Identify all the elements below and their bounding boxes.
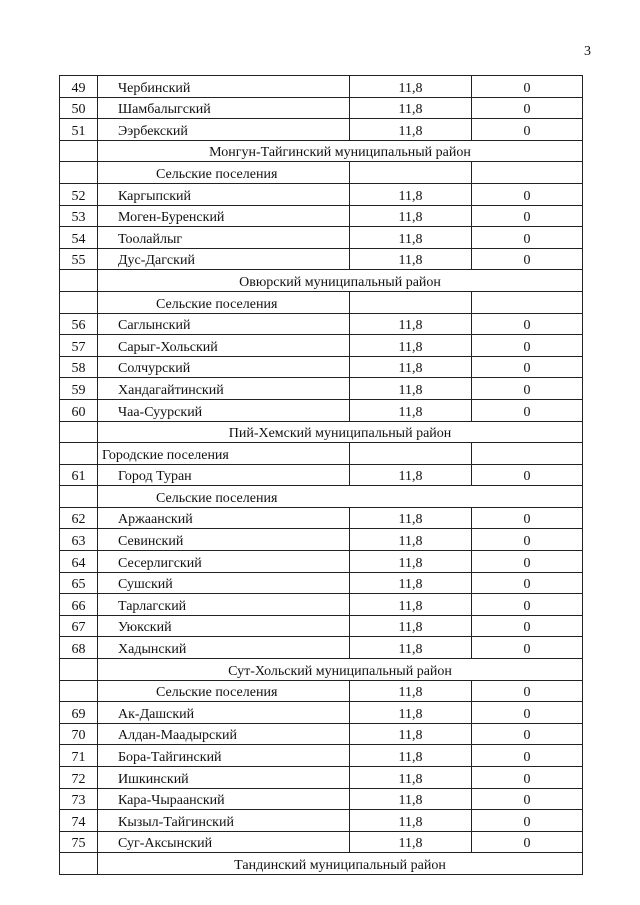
section-title: Городские поселения — [98, 443, 350, 465]
row-number: 51 — [60, 119, 98, 141]
section-header-row — [60, 443, 583, 465]
rate-value: 11,8 — [350, 572, 472, 594]
rate-value — [350, 291, 472, 313]
second-value: 0 — [472, 529, 583, 551]
row-number: 59 — [60, 378, 98, 400]
table-row — [60, 313, 583, 335]
row-number: 53 — [60, 205, 98, 227]
table-row — [60, 637, 583, 659]
district-title: Сут-Хольский муниципальный район — [98, 659, 583, 681]
settlement-name: Моген-Буренский — [98, 205, 350, 227]
second-value: 0 — [472, 680, 583, 702]
rate-value: 11,8 — [350, 810, 472, 832]
table-row — [60, 183, 583, 205]
second-value: 0 — [472, 745, 583, 767]
rate-value: 11,8 — [350, 76, 472, 98]
row-number: 50 — [60, 97, 98, 119]
table-row — [60, 119, 583, 141]
row-number: 54 — [60, 227, 98, 249]
second-value: 0 — [472, 788, 583, 810]
table-row — [60, 767, 583, 789]
second-value: 0 — [472, 378, 583, 400]
district-header-row — [60, 853, 583, 875]
second-value: 0 — [472, 615, 583, 637]
settlement-name: Тоолайлыг — [98, 227, 350, 249]
second-value: 0 — [472, 767, 583, 789]
second-value — [472, 162, 583, 184]
row-number: 72 — [60, 767, 98, 789]
row-number: 66 — [60, 594, 98, 616]
row-number: 63 — [60, 529, 98, 551]
district-header-row — [60, 659, 583, 681]
row-number-empty — [60, 659, 98, 681]
rate-value: 11,8 — [350, 97, 472, 119]
table-row — [60, 464, 583, 486]
table-row — [60, 529, 583, 551]
second-value: 0 — [472, 76, 583, 98]
second-value: 0 — [472, 227, 583, 249]
row-number: 52 — [60, 183, 98, 205]
settlement-name: Чербинский — [98, 76, 350, 98]
settlement-name: Кара-Чыраанский — [98, 788, 350, 810]
row-number: 55 — [60, 248, 98, 270]
row-number: 69 — [60, 702, 98, 724]
second-value: 0 — [472, 399, 583, 421]
table-row — [60, 227, 583, 249]
row-number: 62 — [60, 507, 98, 529]
table-row — [60, 551, 583, 573]
row-number-empty — [60, 162, 98, 184]
section-title: Сельские поселения — [98, 486, 583, 508]
second-value: 0 — [472, 572, 583, 594]
settlement-name: Чаа-Суурский — [98, 399, 350, 421]
settlement-name: Сарыг-Хольский — [98, 335, 350, 357]
district-title: Пий-Хемский муниципальный район — [98, 421, 583, 443]
row-number-empty — [60, 270, 98, 292]
district-title: Тандинский муниципальный район — [98, 853, 583, 875]
second-value: 0 — [472, 810, 583, 832]
row-number: 71 — [60, 745, 98, 767]
row-number: 56 — [60, 313, 98, 335]
row-number: 64 — [60, 551, 98, 573]
row-number-empty — [60, 421, 98, 443]
row-number: 74 — [60, 810, 98, 832]
settlement-name: Тарлагский — [98, 594, 350, 616]
rate-value: 11,8 — [350, 551, 472, 573]
rate-value: 11,8 — [350, 788, 472, 810]
rate-value: 11,8 — [350, 183, 472, 205]
settlement-name: Саглынский — [98, 313, 350, 335]
rate-value: 11,8 — [350, 529, 472, 551]
table-row — [60, 76, 583, 98]
settlement-name: Ак-Дашский — [98, 702, 350, 724]
section-header-row — [60, 486, 583, 508]
district-header-row — [60, 421, 583, 443]
district-title: Овюрский муниципальный район — [98, 270, 583, 292]
rate-value: 11,8 — [350, 313, 472, 335]
rate-value: 11,8 — [350, 119, 472, 141]
table-row — [60, 702, 583, 724]
rate-value: 11,8 — [350, 335, 472, 357]
rate-value — [350, 162, 472, 184]
row-number: 70 — [60, 723, 98, 745]
row-number-empty — [60, 853, 98, 875]
settlement-name: Каргыпский — [98, 183, 350, 205]
row-number-empty — [60, 680, 98, 702]
rate-value: 11,8 — [350, 507, 472, 529]
table-row — [60, 615, 583, 637]
rate-value: 11,8 — [350, 745, 472, 767]
rate-value: 11,8 — [350, 615, 472, 637]
district-header-row — [60, 270, 583, 292]
settlement-name: Севинский — [98, 529, 350, 551]
table-row — [60, 205, 583, 227]
second-value: 0 — [472, 335, 583, 357]
row-number: 65 — [60, 572, 98, 594]
settlement-name: Дус-Дагский — [98, 248, 350, 270]
page-number: 3 — [584, 44, 591, 59]
row-number: 60 — [60, 399, 98, 421]
row-number: 61 — [60, 464, 98, 486]
table-row — [60, 788, 583, 810]
table-row — [60, 572, 583, 594]
row-number: 67 — [60, 615, 98, 637]
table-row — [60, 335, 583, 357]
table-row — [60, 831, 583, 853]
settlement-name: Алдан-Маадырский — [98, 723, 350, 745]
section-header-row — [60, 291, 583, 313]
table-row — [60, 378, 583, 400]
second-value: 0 — [472, 97, 583, 119]
table-row — [60, 356, 583, 378]
district-title: Монгун-Тайгинский муниципальный район — [98, 140, 583, 162]
table-row — [60, 810, 583, 832]
section-title: Сельские поселения — [98, 680, 350, 702]
row-number: 68 — [60, 637, 98, 659]
rate-value: 11,8 — [350, 767, 472, 789]
row-number: 73 — [60, 788, 98, 810]
second-value: 0 — [472, 637, 583, 659]
table-row — [60, 507, 583, 529]
second-value: 0 — [472, 119, 583, 141]
row-number: 49 — [60, 76, 98, 98]
rate-value: 11,8 — [350, 205, 472, 227]
section-title: Сельские поселения — [98, 162, 350, 184]
table-row — [60, 399, 583, 421]
district-header-row — [60, 140, 583, 162]
settlement-name: Хандагайтинский — [98, 378, 350, 400]
rate-value: 11,8 — [350, 399, 472, 421]
section-header-row — [60, 162, 583, 184]
second-value: 0 — [472, 313, 583, 335]
second-value: 0 — [472, 594, 583, 616]
settlement-name: Хадынский — [98, 637, 350, 659]
second-value: 0 — [472, 702, 583, 724]
settlement-name: Шамбалыгский — [98, 97, 350, 119]
table-row — [60, 594, 583, 616]
second-value: 0 — [472, 551, 583, 573]
rate-value: 11,8 — [350, 248, 472, 270]
section-header-row — [60, 680, 583, 702]
row-number-empty — [60, 291, 98, 313]
settlement-name: Кызыл-Тайгинский — [98, 810, 350, 832]
row-number: 57 — [60, 335, 98, 357]
rate-value: 11,8 — [350, 702, 472, 724]
rate-value: 11,8 — [350, 378, 472, 400]
second-value: 0 — [472, 356, 583, 378]
settlements-table-body — [60, 76, 583, 875]
table-row — [60, 97, 583, 119]
second-value: 0 — [472, 831, 583, 853]
rate-value: 11,8 — [350, 680, 472, 702]
settlements-table — [59, 75, 583, 875]
section-title: Сельские поселения — [98, 291, 350, 313]
second-value: 0 — [472, 183, 583, 205]
rate-value: 11,8 — [350, 831, 472, 853]
table-row — [60, 723, 583, 745]
rate-value: 11,8 — [350, 464, 472, 486]
rate-value — [350, 443, 472, 465]
row-number-empty — [60, 140, 98, 162]
second-value: 0 — [472, 464, 583, 486]
rate-value: 11,8 — [350, 723, 472, 745]
rate-value: 11,8 — [350, 227, 472, 249]
second-value: 0 — [472, 723, 583, 745]
row-number-empty — [60, 443, 98, 465]
settlement-name: Аржаанский — [98, 507, 350, 529]
settlement-name: Ээрбекский — [98, 119, 350, 141]
settlement-name: Сушский — [98, 572, 350, 594]
second-value — [472, 443, 583, 465]
second-value: 0 — [472, 205, 583, 227]
settlement-name: Город Туран — [98, 464, 350, 486]
second-value — [472, 291, 583, 313]
settlement-name: Ишкинский — [98, 767, 350, 789]
settlement-name: Сесерлигский — [98, 551, 350, 573]
settlement-name: Уюкский — [98, 615, 350, 637]
settlement-name: Суг-Аксынский — [98, 831, 350, 853]
rate-value: 11,8 — [350, 594, 472, 616]
rate-value: 11,8 — [350, 637, 472, 659]
settlement-name: Бора-Тайгинский — [98, 745, 350, 767]
table-row — [60, 248, 583, 270]
row-number-empty — [60, 486, 98, 508]
row-number: 58 — [60, 356, 98, 378]
second-value: 0 — [472, 507, 583, 529]
table-row — [60, 745, 583, 767]
settlement-name: Солчурский — [98, 356, 350, 378]
second-value: 0 — [472, 248, 583, 270]
row-number: 75 — [60, 831, 98, 853]
rate-value: 11,8 — [350, 356, 472, 378]
